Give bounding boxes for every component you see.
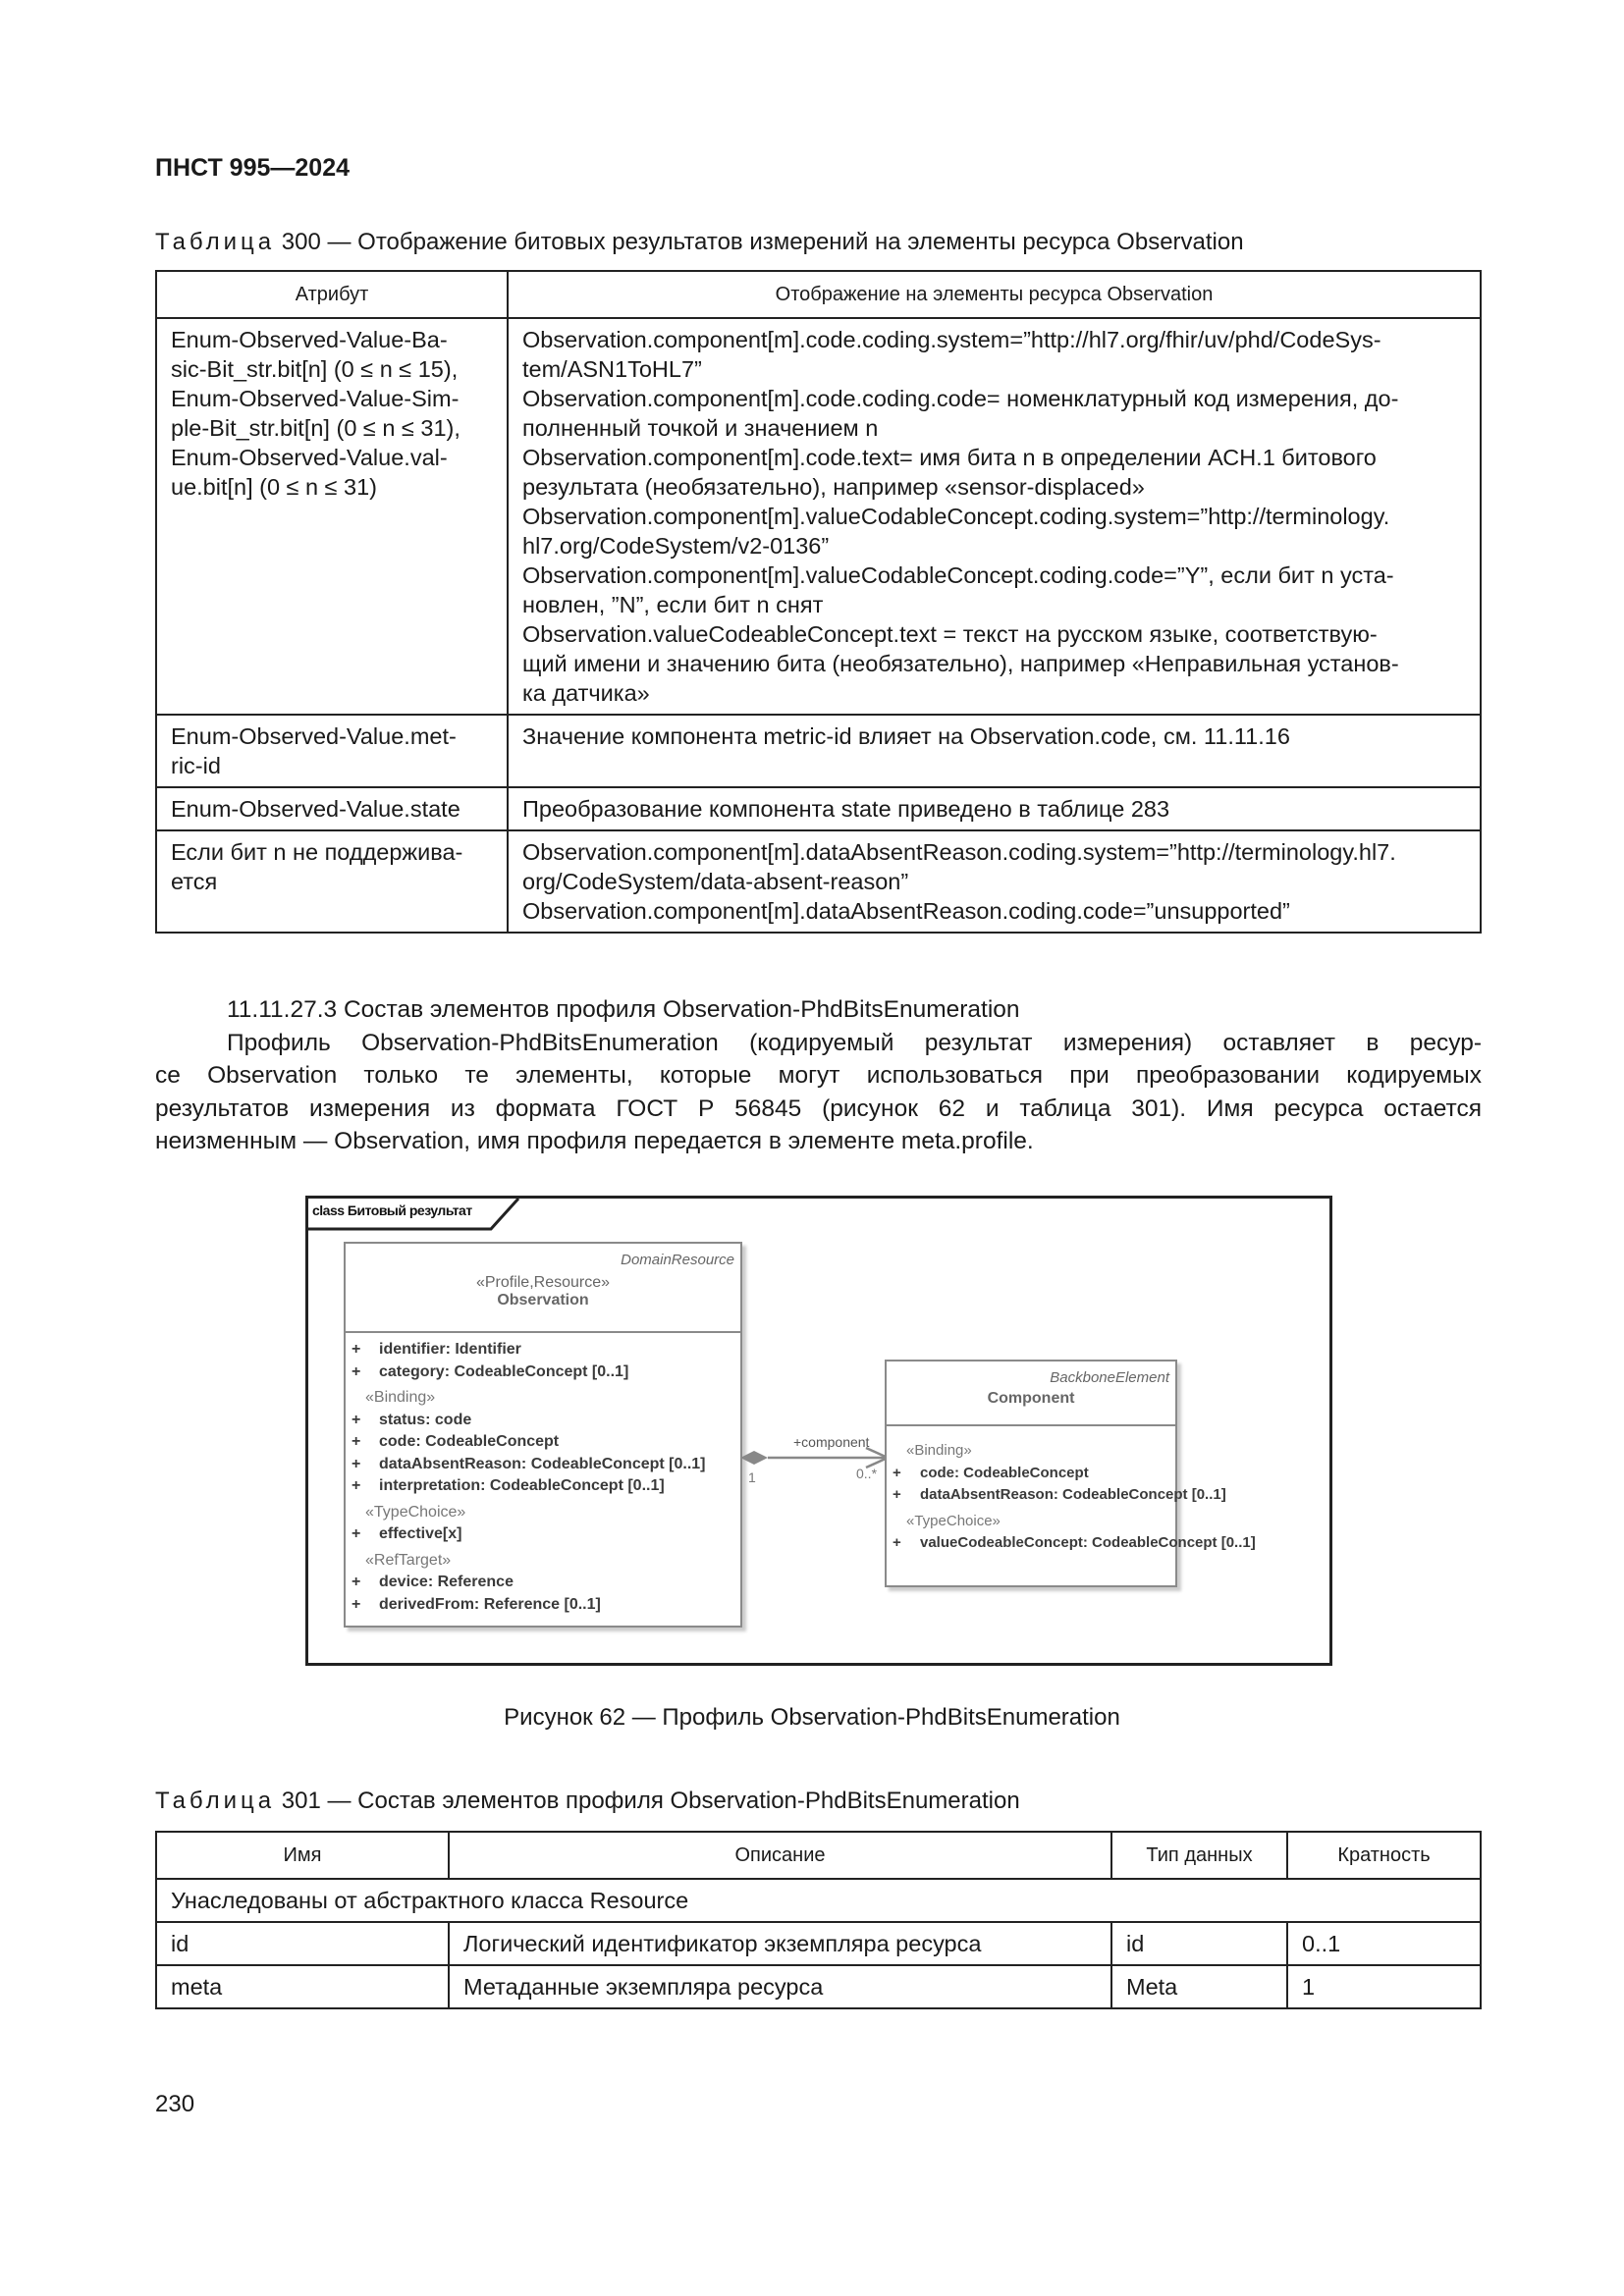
cell-line: Enum-Observed-Value.state (171, 796, 460, 822)
cell-line: Enum-Observed-Value-Sim- (171, 386, 460, 411)
table-cell: 1 (1287, 1965, 1481, 2008)
table-cell: Логический идентификатор экземпляра ресурса (449, 1922, 1111, 1965)
attribute-text: interpretation: CodeableConcept [0..1] (379, 1477, 665, 1494)
composition-diamond-icon (740, 1451, 768, 1465)
cell-line: Enum-Observed-Value.val- (171, 445, 448, 470)
table-cell: meta (156, 1965, 449, 2008)
mapping-cell (508, 787, 1481, 830)
public-visibility-icon: + (352, 1574, 361, 1590)
attribute-stereotype: «Binding» (906, 1442, 972, 1459)
class-attribute (346, 1454, 740, 1476)
public-visibility-icon: + (352, 1477, 361, 1494)
paragraph-line: неизменным — Observation, имя профиля передается в элементе meta.profile. (155, 1128, 1034, 1154)
mapping-cell (508, 715, 1481, 787)
table-row (156, 715, 1481, 787)
table-301-caption (155, 1788, 1020, 1815)
class-attribute (346, 1362, 740, 1384)
component-class[interactable] (885, 1360, 1256, 1587)
table-300 (155, 270, 1482, 934)
public-visibility-icon: + (893, 1534, 901, 1551)
public-visibility-icon: + (352, 1455, 361, 1472)
attribute-text: effective[x] (379, 1525, 462, 1542)
source-multiplicity: 1 (748, 1469, 756, 1485)
cell-line: Observation.component[m].dataAbsentReason.coding.system=”http://terminology.hl7. (522, 839, 1396, 865)
mapping-cell (508, 318, 1481, 715)
table-row (156, 1965, 1481, 2008)
caption-prefix: Таблица (155, 1788, 276, 1814)
table-row (156, 787, 1481, 830)
table-row (156, 318, 1481, 715)
public-visibility-icon: + (893, 1486, 901, 1503)
target-multiplicity: 0..* (856, 1466, 878, 1481)
cell-line: hl7.org/CodeSystem/v2-0136” (522, 533, 830, 559)
cell-line: Observation.component[m].code.coding.code= номенклатурный код измерения, до- (522, 386, 1399, 411)
caption-text: 301 — Состав элементов профиля Observation-PhdBitsEnumeration (275, 1788, 1020, 1814)
cell-line: sic-Bit_str.bit[n] (0 ≤ n ≤ 15), (171, 356, 459, 382)
cell-line: Observation.valueCodeableConcept.text = текст на русском языке, соответствую- (522, 621, 1378, 647)
cell-line: Observation.component[m].code.text= имя бита n в определении АСН.1 битового (522, 445, 1377, 470)
parent-class: DomainResource (621, 1252, 734, 1268)
attribute-text: valueCodeableConcept: CodeableConcept [0..1] (920, 1534, 1256, 1551)
table-300-caption (155, 229, 1244, 256)
table-cell: Meta (1111, 1965, 1287, 2008)
frame-label: class Битовый результат (312, 1202, 472, 1218)
cell-line: org/CodeSystem/data-absent-reason” (522, 869, 909, 894)
cell-line: Observation.component[m].dataAbsentReason.coding.code=”unsupported” (522, 898, 1290, 924)
attribute-stereotype: «RefTarget» (365, 1551, 452, 1569)
cell-line: Если бит n не поддержива- (171, 839, 463, 865)
public-visibility-icon: + (352, 1433, 361, 1450)
public-visibility-icon: + (893, 1464, 901, 1481)
attribute-text: dataAbsentReason: CodeableConcept [0..1] (379, 1455, 706, 1472)
attribute-text: derivedFrom: Reference [0..1] (379, 1595, 601, 1613)
cell-line: Enum-Observed-Value-Ba- (171, 327, 448, 352)
cell-line: Преобразование компонента state приведено в таблице 283 (522, 796, 1170, 822)
column-header: Кратность (1287, 1832, 1481, 1879)
cell-line: ue.bit[n] (0 ≤ n ≤ 31) (171, 474, 377, 500)
class-attribute (346, 1594, 740, 1617)
class-attribute (346, 1431, 740, 1454)
public-visibility-icon: + (352, 1411, 361, 1428)
table-cell: Метаданные экземпляра ресурса (449, 1965, 1111, 2008)
caption-text: 300 — Отображение битовых результатов измерений на элементы ресурса Observation (275, 229, 1244, 255)
column-header: Отображение на элементы ресурса Observation (508, 271, 1481, 318)
attribute-stereotype: «Binding» (365, 1389, 436, 1406)
attribute-cell (156, 830, 508, 933)
public-visibility-icon: + (352, 1595, 361, 1613)
table-cell: id (1111, 1922, 1287, 1965)
attribute-text: code: CodeableConcept (379, 1433, 560, 1450)
cell-line: tem/ASN1ToHL7” (522, 356, 702, 382)
cell-line: результата (необязательно), например «sensor-displaced» (522, 474, 1145, 500)
attribute-stereotype: «TypeChoice» (906, 1512, 1001, 1529)
attribute-text: category: CodeableConcept [0..1] (379, 1362, 629, 1380)
attribute-text: dataAbsentReason: CodeableConcept [0..1] (920, 1486, 1226, 1503)
column-header: Тип данных (1111, 1832, 1287, 1879)
section-11-11-27-3 (155, 993, 1482, 1158)
class-attribute (887, 1532, 1256, 1555)
document-id-header: ПНСТ 995—2024 (155, 154, 350, 182)
attribute-text: status: code (379, 1411, 472, 1428)
group-row: Унаследованы от абстрактного класса Resource (156, 1879, 1481, 1922)
class-name: Observation (497, 1292, 589, 1308)
table-cell: id (156, 1922, 449, 1965)
figure-caption: Рисунок 62 — Профиль Observation-PhdBitsEnumeration (504, 1704, 1120, 1731)
association-role: +component (793, 1434, 870, 1450)
attribute-cell (156, 787, 508, 830)
class-name: Component (987, 1390, 1075, 1407)
caption-prefix: Таблица (155, 229, 276, 255)
cell-line: новлен, ”N”, если бит n снят (522, 592, 824, 617)
class-attribute (346, 1410, 740, 1432)
public-visibility-icon: + (352, 1525, 361, 1542)
cell-line: Observation.component[m].valueCodableConcept.coding.system=”http://terminology. (522, 504, 1390, 529)
mapping-cell (508, 830, 1481, 933)
section-heading: 11.11.27.3 Состав элементов профиля Observation-PhdBitsEnumeration (227, 996, 1020, 1023)
attribute-cell (156, 318, 508, 715)
uml-class-diagram (305, 1196, 1332, 1666)
paragraph-line: се Observation только те элементы, которые могут использоваться при преобразовании кодируемых (155, 1062, 1482, 1089)
cell-line: ple-Bit_str.bit[n] (0 ≤ n ≤ 31), (171, 415, 460, 441)
attribute-cell (156, 715, 508, 787)
cell-line: ric-id (171, 753, 221, 778)
cell-line: Enum-Observed-Value.met- (171, 723, 457, 749)
cell-line: Observation.component[m].valueCodableConcept.coding.code=”Y”, если бит n уста- (522, 562, 1394, 588)
paragraph-line: Профиль Observation-PhdBitsEnumeration (кодируемый результат измерения) оставляет в ресур- (227, 1029, 1482, 1056)
cell-line: Значение компонента metric-id влияет на Observation.code, см. 11.11.16 (522, 723, 1290, 749)
column-header: Описание (449, 1832, 1111, 1879)
column-header: Атрибут (156, 271, 508, 318)
page-number: 230 (155, 2091, 195, 2117)
column-header: Имя (156, 1832, 449, 1879)
public-visibility-icon: + (352, 1362, 361, 1380)
class-attribute (346, 1339, 740, 1362)
table-row (156, 1922, 1481, 1965)
class-attribute (887, 1484, 1226, 1507)
attribute-text: code: CodeableConcept (920, 1464, 1089, 1481)
class-attribute (346, 1475, 740, 1498)
table-301 (155, 1831, 1482, 2009)
attribute-text: device: Reference (379, 1574, 514, 1590)
class-attribute (346, 1572, 740, 1594)
observation-class[interactable] (344, 1242, 742, 1628)
parent-class: BackboneElement (1050, 1369, 1169, 1386)
cell-line: щий имени и значению бита (необязательно), например «Неправильная установ- (522, 651, 1399, 676)
paragraph-line: результатов измерения из формата ГОСТ Р 56845 (рисунок 62 и таблица 301). Имя ресурса остается (155, 1095, 1482, 1122)
cell-line: полненный точкой и значением n (522, 415, 879, 441)
table-row (156, 830, 1481, 933)
cell-line: ется (171, 869, 218, 894)
attribute-stereotype: «TypeChoice» (365, 1503, 466, 1521)
cell-line: Observation.component[m].code.coding.system=”http://hl7.org/fhir/uv/phd/CodeSys- (522, 327, 1381, 352)
cell-line: ка датчика» (522, 680, 650, 706)
class-attribute (346, 1523, 740, 1546)
class-attribute (887, 1463, 1175, 1485)
table-cell: 0..1 (1287, 1922, 1481, 1965)
public-visibility-icon: + (352, 1341, 361, 1358)
attribute-text: identifier: Identifier (379, 1341, 521, 1358)
class-stereotype: «Profile,Resource» (475, 1274, 611, 1291)
